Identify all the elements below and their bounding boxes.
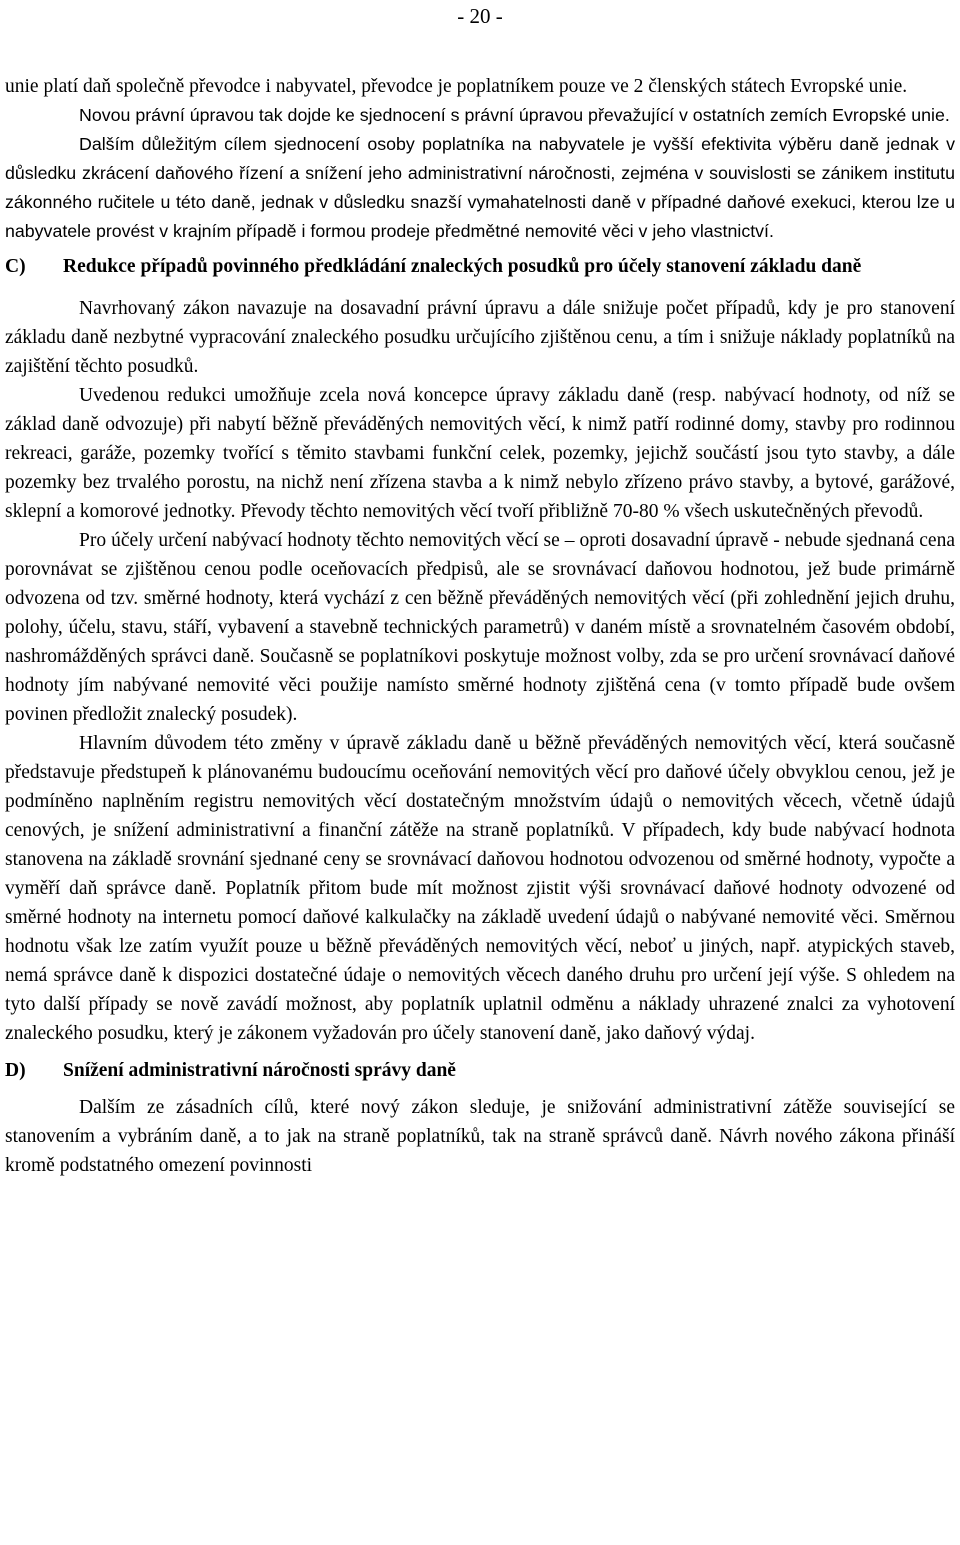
paragraph: Dalším ze zásadních cílů, které nový zákon sleduje, je snižování administrativní zátěže související se stanovením a vybráním daně, a to jak na straně poplatníků, tak na straně správců daně. Návrh nového zákona přináší kromě podstatného omezení povinnosti xyxy=(5,1097,955,1176)
page-content xyxy=(5,72,955,1180)
paragraph: Dalším důležitým cílem sjednocení osoby poplatníka na nabyvatele je vyšší efektivita výběru daně jednak v důsledku zkrácení daňového řízení a snížení jeho administrativní náročnosti, zejména v souvislosti se zánikem institutu zákonného ručitele u této daně, jednak v důsledku snazší vymahatelnosti daně v případné daňové exekuci, kterou lze u nabyvatele provést v krajním případě i formou prodeje předmětné nemovité věci v jeho vlastnictví. xyxy=(5,134,955,241)
paragraph: Pro účely určení nabývací hodnoty těchto nemovitých věcí se – oproti dosavadní úpravě - nebude sjednaná cena porovnávat se zjištěnou cenou podle oceňovacích předpisů, ale se srovnávací daňovou hodnotou, jež bude primárně odvozena od tzv. směrné hodnoty, která vychází z cen běžně převáděných nemovitých věcí (při zohlednění jejich druhu, polohy, účelu, stavu, stáří, vybavení a stavebně technických parametrů) v daném místě a srovnatelném časovém období, nashromážděných správci daně. Současně se poplatníkovi poskytuje možnost volby, zda se pro určení srovnávací daňové hodnoty jím nabývané nemovité věci použije namísto směrné hodnoty zjištěná cena (v tomto případě bude ovšem povinen předložit znalecký posudek). xyxy=(5,530,955,725)
section-heading-d xyxy=(5,1056,955,1085)
paragraph: Novou právní úpravou tak dojde ke sjednocení s právní úpravou převažující v ostatních zemích Evropské unie. xyxy=(79,105,950,125)
section-title: Redukce případů povinného předkládání znaleckých posudků pro účely stanovení základu daně xyxy=(63,256,862,277)
page-number: - 20 - xyxy=(457,4,503,28)
paragraph: Hlavním důvodem této změny v úpravě základu daně u běžně převáděných nemovitých věcí, která současně představuje předstupeň k plánovanému budoucímu oceňování nemovitých věcí pro daňové účely obvyklou cenou, jež je podmíněno naplněním registru nemovitých věcí dostatečným množstvím údajů o nemovitých věcech, včetně údajů cenových, je snížení administrativní a finanční zátěže na straně poplatníků. V případech, kdy bude nabývací hodnota stanovena na základě srovnání sjednané ceny se srovnávací daňovou hodnotou odvozenou od směrné hodnoty, vypočte a vyměří daň správce daně. Poplatník přitom bude mít možnost zjistit výši srovnávací daňové hodnoty odvozené od směrné hodnoty na internetu pomocí daňové kalkulačky na základě uvedení údajů o nabývané nemovité věci. Směrnou hodnotu však lze zatím využít pouze u běžně převáděných nemovitých věcí, neboť u jiných, např. atypických staveb, nemá správce daně k dispozici dostatečné údaje o nemovitých věcech daného druhu pro určení její výše. S ohledem na tyto další případy se nově zavádí možnost, aby poplatník uplatnil odměnu a náklady uhrazené znalci za vyhotovení znaleckého posudku, který je zákonem vyžadován pro účely stanovení daně, jako daňový výdaj. xyxy=(5,733,955,1044)
paragraph: unie platí daň společně převodce i nabyvatel, převodce je poplatníkem pouze ve 2 členských státech Evropské unie. xyxy=(5,76,908,97)
paragraph: Uvedenou redukci umožňuje zcela nová koncepce úpravy základu daně (resp. nabývací hodnoty, od níž se základ daně odvozuje) při nabytí běžně převáděných nemovitých věcí, k nimž patří rodinné domy, stavby pro rodinnou rekreaci, garáže, pozemky tvořící s těmito stavbami funkční celek, pozemky, jejichž součástí jsou tyto stavby, a dále pozemky bez trvalého porostu, na nichž není zřízena stavba a k nimž nebylo zřízeno právo stavby, a bytové, garážové, sklepní a komorové jednotky. Převody těchto nemovitých věcí tvoří přibližně 70-80 % všech uskutečněných převodů. xyxy=(5,385,955,522)
section-letter: D) xyxy=(5,1060,26,1081)
paragraph: Navrhovaný zákon navazuje na dosavadní právní úpravu a dále snižuje počet případů, kdy je pro stanovení základu daně nezbytné vypracování znaleckého posudku určujícího zjištěnou cenu, a tím i snižuje náklady poplatníků na zajištění těchto posudků. xyxy=(5,298,955,377)
section-heading-c xyxy=(5,252,955,281)
section-letter: C) xyxy=(5,256,26,277)
section-title: Snížení administrativní náročnosti správy daně xyxy=(63,1060,456,1081)
